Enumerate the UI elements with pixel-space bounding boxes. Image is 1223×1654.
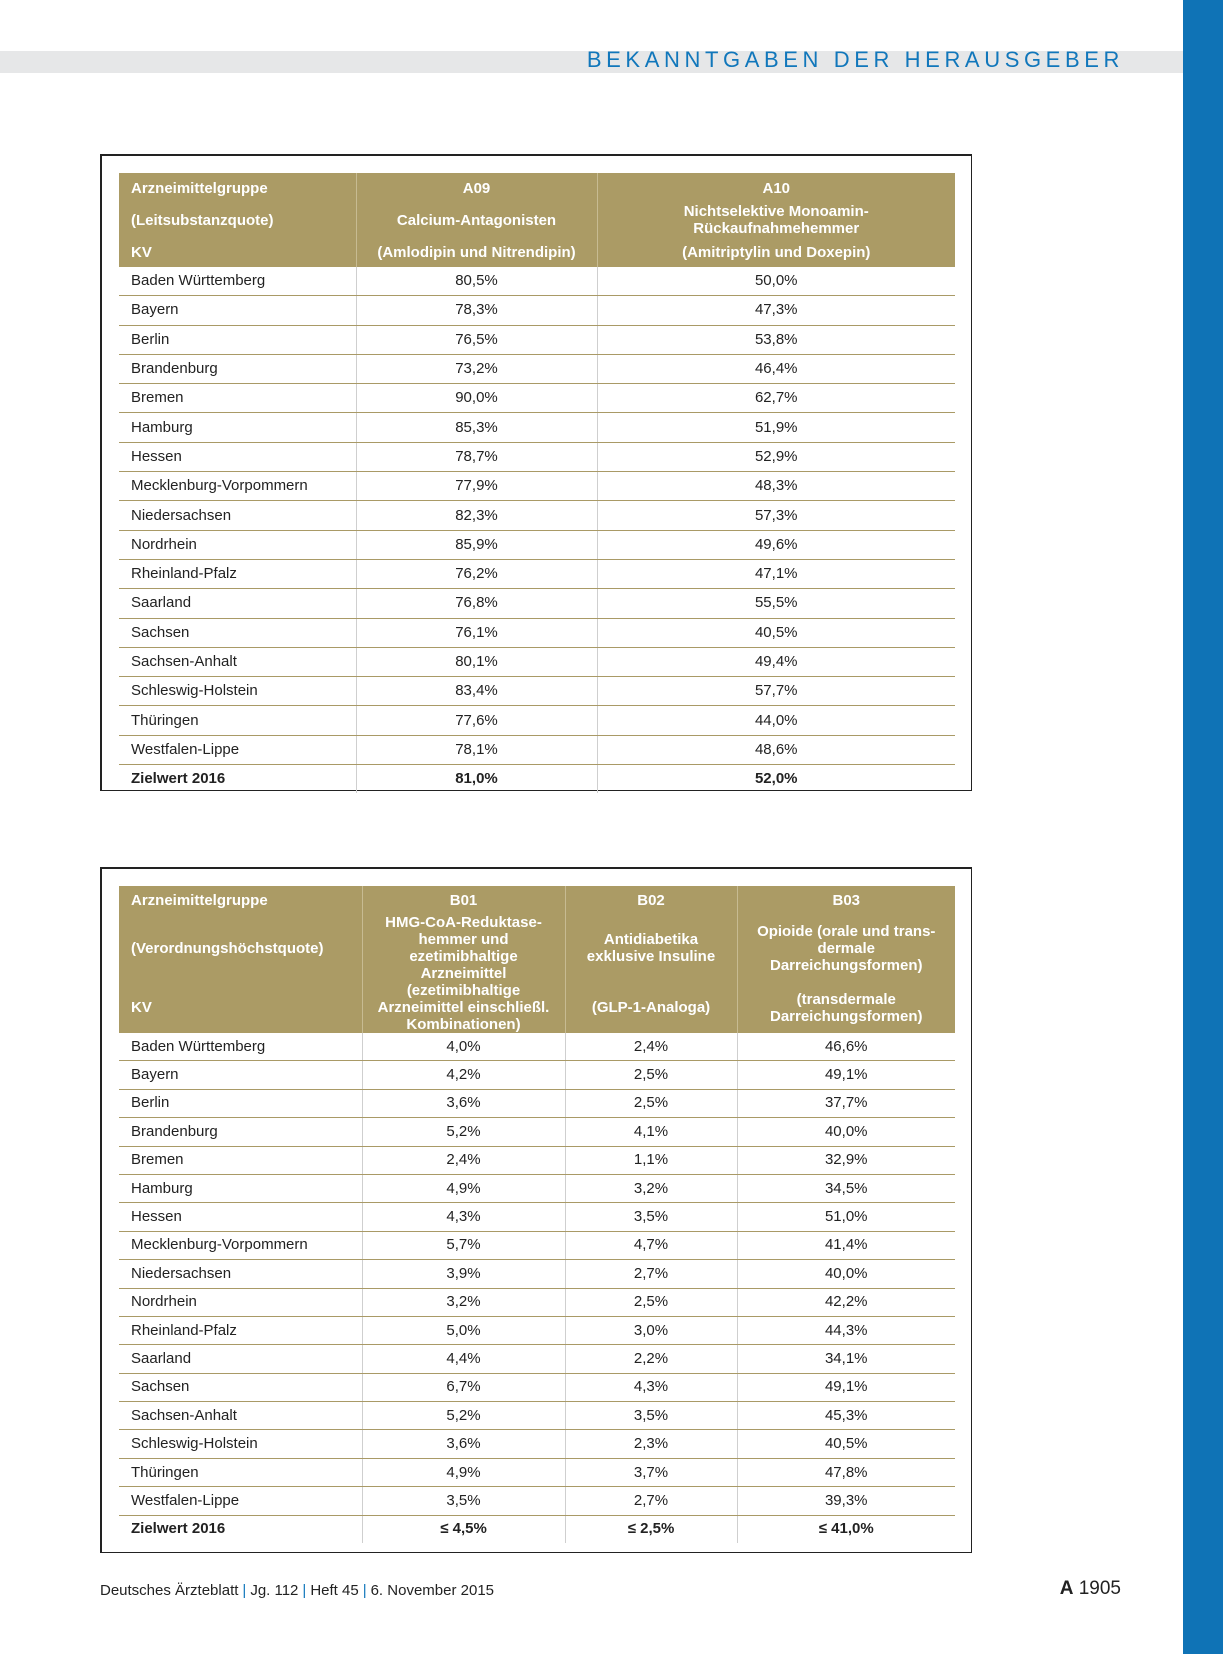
header-cell: Arzneimittelgruppe xyxy=(119,886,362,914)
kv-name-cell: Niedersachsen xyxy=(119,501,356,530)
value-cell: 3,2% xyxy=(362,1288,565,1316)
value-cell: 40,5% xyxy=(737,1430,955,1458)
value-cell: 3,6% xyxy=(362,1089,565,1117)
table-row xyxy=(119,1260,955,1288)
table-row xyxy=(119,501,955,530)
kv-name-cell: Saarland xyxy=(119,589,356,618)
kv-name-cell: Westfalen-Lippe xyxy=(119,1487,362,1515)
target-label-cell: Zielwert 2016 xyxy=(131,770,226,788)
page-number xyxy=(1060,1578,1121,1600)
table1-frame xyxy=(100,154,972,791)
value-cell: 49,4% xyxy=(597,647,955,676)
header-cell: Opioide (orale und trans-dermale Darreichungsformen) xyxy=(737,914,955,982)
value-cell: 2,7% xyxy=(565,1487,737,1515)
table-row xyxy=(119,1203,955,1231)
footer-issue: Heft 45 xyxy=(310,1582,359,1599)
table-row xyxy=(119,472,955,501)
value-cell: 42,2% xyxy=(737,1288,955,1316)
value-cell: 76,2% xyxy=(356,559,597,588)
header-cell: Antidiabetika exklusive Insuline xyxy=(565,914,737,982)
value-cell: 2,5% xyxy=(565,1089,737,1117)
kv-name-cell: Rheinland-Pfalz xyxy=(119,559,356,588)
value-cell: 2,7% xyxy=(565,1260,737,1288)
value-cell: 44,0% xyxy=(597,706,955,735)
header-cell: KV xyxy=(119,237,356,267)
table-verordnungshoechstquote xyxy=(119,886,955,1543)
table-row xyxy=(119,1146,955,1174)
value-cell: 57,7% xyxy=(597,677,955,706)
value-cell: 4,3% xyxy=(565,1373,737,1401)
value-cell: 47,1% xyxy=(597,559,955,588)
target-value-cell: ≤ 41,0% xyxy=(737,1515,955,1543)
table2-frame xyxy=(100,867,972,1553)
value-cell: 1,1% xyxy=(565,1146,737,1174)
kv-name-cell: Mecklenburg-Vorpommern xyxy=(119,472,356,501)
value-cell: 77,9% xyxy=(356,472,597,501)
value-cell: 77,6% xyxy=(356,706,597,735)
value-cell: 2,4% xyxy=(362,1146,565,1174)
value-cell: 41,4% xyxy=(737,1231,955,1259)
table-leitsubstanzquote xyxy=(119,173,955,793)
value-cell: 47,3% xyxy=(597,296,955,325)
header-row xyxy=(119,914,955,982)
kv-name-cell: Nordrhein xyxy=(119,1288,362,1316)
kv-name-cell: Sachsen-Anhalt xyxy=(119,647,356,676)
value-cell: 53,8% xyxy=(597,325,955,354)
value-cell: 55,5% xyxy=(597,589,955,618)
target-row xyxy=(119,1515,955,1543)
header-cell: (Amlodipin und Nitrendipin) xyxy=(356,237,597,267)
value-cell: 5,7% xyxy=(362,1231,565,1259)
table-row xyxy=(119,413,955,442)
table-row xyxy=(119,1061,955,1089)
table-row xyxy=(119,647,955,676)
table-row xyxy=(119,559,955,588)
kv-name-cell: Bayern xyxy=(119,1061,362,1089)
kv-name-cell: Mecklenburg-Vorpommern xyxy=(119,1231,362,1259)
table-row xyxy=(119,589,955,618)
value-cell: 2,3% xyxy=(565,1430,737,1458)
value-cell: 80,1% xyxy=(356,647,597,676)
kv-name-cell: Schleswig-Holstein xyxy=(119,677,356,706)
table-row xyxy=(119,1174,955,1202)
value-cell: 50,0% xyxy=(597,267,955,296)
target-label-cell: Zielwert 2016 xyxy=(131,1520,226,1538)
kv-name-cell: Sachsen xyxy=(119,618,356,647)
page-prefix: A xyxy=(1059,1578,1074,1599)
target-row xyxy=(119,765,955,794)
value-cell: 34,1% xyxy=(737,1345,955,1373)
value-cell: 3,7% xyxy=(565,1458,737,1486)
kv-name-cell: Hamburg xyxy=(119,413,356,442)
header-cell: (ezetimibhaltige Arzneimittel einschließl. Kombinationen) xyxy=(362,982,565,1033)
page-number-value: 1905 xyxy=(1078,1578,1121,1599)
value-cell: 3,5% xyxy=(565,1203,737,1231)
table-row xyxy=(119,267,955,296)
header-row xyxy=(119,982,955,1033)
value-cell: 85,9% xyxy=(356,530,597,559)
footer-separator: | xyxy=(362,1582,367,1599)
table-row xyxy=(119,1231,955,1259)
value-cell: 4,2% xyxy=(362,1061,565,1089)
header-cell: (Leitsubstanzquote) xyxy=(119,203,356,237)
value-cell: 3,2% xyxy=(565,1174,737,1202)
value-cell: 2,2% xyxy=(565,1345,737,1373)
header-cell: Arzneimittelgruppe xyxy=(119,173,356,203)
table-row xyxy=(119,735,955,764)
kv-name-cell: Baden Württemberg xyxy=(119,1033,362,1061)
target-value-cell: 52,0% xyxy=(597,765,955,794)
table-row xyxy=(119,296,955,325)
header-cell: B03 xyxy=(737,886,955,914)
value-cell: 78,7% xyxy=(356,442,597,471)
footer-journal: Deutsches Ärzteblatt xyxy=(100,1582,239,1599)
value-cell: 4,9% xyxy=(362,1174,565,1202)
table-row xyxy=(119,1033,955,1061)
section-title: BEKANNTGABEN DER HERAUSGEBER xyxy=(586,47,1124,72)
table-row xyxy=(119,1288,955,1316)
value-cell: 49,6% xyxy=(597,530,955,559)
value-cell: 57,3% xyxy=(597,501,955,530)
value-cell: 40,0% xyxy=(737,1260,955,1288)
value-cell: 5,2% xyxy=(362,1402,565,1430)
table-row xyxy=(119,618,955,647)
value-cell: 32,9% xyxy=(737,1146,955,1174)
header-row xyxy=(119,173,955,203)
header-cell: A09 xyxy=(356,173,597,203)
table-row xyxy=(119,677,955,706)
kv-name-cell: Berlin xyxy=(119,1089,362,1117)
value-cell: 62,7% xyxy=(597,384,955,413)
table-row xyxy=(119,1458,955,1486)
value-cell: 4,1% xyxy=(565,1118,737,1146)
kv-name-cell: Brandenburg xyxy=(119,354,356,383)
value-cell: 45,3% xyxy=(737,1402,955,1430)
table-row xyxy=(119,1373,955,1401)
value-cell: 76,5% xyxy=(356,325,597,354)
value-cell: 4,4% xyxy=(362,1345,565,1373)
header-row xyxy=(119,237,955,267)
table-row xyxy=(119,1089,955,1117)
value-cell: 5,2% xyxy=(362,1118,565,1146)
value-cell: 39,3% xyxy=(737,1487,955,1515)
kv-name-cell: Bremen xyxy=(119,384,356,413)
header-cell: HMG-CoA-Reduktase-hemmer und ezetimibhaltige Arzneimittel xyxy=(362,914,565,982)
target-value-cell: ≤ 2,5% xyxy=(565,1515,737,1543)
header-cell: (GLP-1-Analoga) xyxy=(565,982,737,1033)
value-cell: 2,4% xyxy=(565,1033,737,1061)
header-row xyxy=(119,886,955,914)
value-cell: 4,3% xyxy=(362,1203,565,1231)
kv-name-cell: Brandenburg xyxy=(119,1118,362,1146)
footer-volume: Jg. 112 xyxy=(250,1582,299,1599)
table-row xyxy=(119,354,955,383)
kv-name-cell: Westfalen-Lippe xyxy=(119,735,356,764)
kv-name-cell: Niedersachsen xyxy=(119,1260,362,1288)
value-cell: 4,9% xyxy=(362,1458,565,1486)
table-row xyxy=(119,530,955,559)
value-cell: 51,0% xyxy=(737,1203,955,1231)
kv-name-cell: Bremen xyxy=(119,1146,362,1174)
footer-separator: | xyxy=(242,1582,247,1599)
value-cell: 78,3% xyxy=(356,296,597,325)
table-row xyxy=(119,706,955,735)
table-row xyxy=(119,384,955,413)
value-cell: 4,0% xyxy=(362,1033,565,1061)
table-row xyxy=(119,1316,955,1344)
value-cell: 5,0% xyxy=(362,1316,565,1344)
value-cell: 83,4% xyxy=(356,677,597,706)
value-cell: 49,1% xyxy=(737,1373,955,1401)
value-cell: 46,6% xyxy=(737,1033,955,1061)
kv-name-cell: Schleswig-Holstein xyxy=(119,1430,362,1458)
value-cell: 6,7% xyxy=(362,1373,565,1401)
value-cell: 76,8% xyxy=(356,589,597,618)
kv-name-cell: Baden Württemberg xyxy=(119,267,356,296)
kv-name-cell: Bayern xyxy=(119,296,356,325)
value-cell: 40,5% xyxy=(597,618,955,647)
table-row xyxy=(119,1430,955,1458)
target-value-cell: ≤ 4,5% xyxy=(362,1515,565,1543)
header-cell: (transdermale Darreichungsformen) xyxy=(737,982,955,1033)
kv-name-cell: Sachsen xyxy=(119,1373,362,1401)
footer-citation xyxy=(100,1582,494,1599)
value-cell: 90,0% xyxy=(356,384,597,413)
value-cell: 73,2% xyxy=(356,354,597,383)
value-cell: 2,5% xyxy=(565,1288,737,1316)
value-cell: 3,6% xyxy=(362,1430,565,1458)
value-cell: 3,5% xyxy=(362,1487,565,1515)
value-cell: 37,7% xyxy=(737,1089,955,1117)
header-cell: Calcium-Antagonisten xyxy=(356,203,597,237)
value-cell: 85,3% xyxy=(356,413,597,442)
header-cell: Nichtselektive Monoamin-Rückaufnahmehemmer xyxy=(597,203,955,237)
value-cell: 52,9% xyxy=(597,442,955,471)
target-value-cell: 81,0% xyxy=(356,765,597,794)
value-cell: 48,6% xyxy=(597,735,955,764)
header-cell: (Verordnungshöchstquote) xyxy=(119,914,362,982)
kv-name-cell: Berlin xyxy=(119,325,356,354)
header-cell: B02 xyxy=(565,886,737,914)
value-cell: 2,5% xyxy=(565,1061,737,1089)
value-cell: 46,4% xyxy=(597,354,955,383)
value-cell: 3,5% xyxy=(565,1402,737,1430)
value-cell: 51,9% xyxy=(597,413,955,442)
table-row xyxy=(119,442,955,471)
header-cell: KV xyxy=(119,982,362,1033)
kv-name-cell: Sachsen-Anhalt xyxy=(119,1402,362,1430)
table-row xyxy=(119,325,955,354)
value-cell: 3,0% xyxy=(565,1316,737,1344)
kv-name-cell: Nordrhein xyxy=(119,530,356,559)
value-cell: 48,3% xyxy=(597,472,955,501)
kv-name-cell: Rheinland-Pfalz xyxy=(119,1316,362,1344)
table-row xyxy=(119,1402,955,1430)
header-cell: B01 xyxy=(362,886,565,914)
value-cell: 3,9% xyxy=(362,1260,565,1288)
value-cell: 49,1% xyxy=(737,1061,955,1089)
kv-name-cell: Thüringen xyxy=(119,1458,362,1486)
kv-name-cell: Saarland xyxy=(119,1345,362,1373)
value-cell: 80,5% xyxy=(356,267,597,296)
value-cell: 40,0% xyxy=(737,1118,955,1146)
footer-separator: | xyxy=(302,1582,307,1599)
value-cell: 4,7% xyxy=(565,1231,737,1259)
footer-date: 6. November 2015 xyxy=(370,1582,494,1599)
value-cell: 82,3% xyxy=(356,501,597,530)
table-row xyxy=(119,1345,955,1373)
header-row xyxy=(119,203,955,237)
header-cell: A10 xyxy=(597,173,955,203)
kv-name-cell: Hamburg xyxy=(119,1174,362,1202)
kv-name-cell: Hessen xyxy=(119,1203,362,1231)
header-cell: (Amitriptylin und Doxepin) xyxy=(597,237,955,267)
kv-name-cell: Hessen xyxy=(119,442,356,471)
table-row xyxy=(119,1118,955,1146)
value-cell: 47,8% xyxy=(737,1458,955,1486)
value-cell: 76,1% xyxy=(356,618,597,647)
value-cell: 44,3% xyxy=(737,1316,955,1344)
table-row xyxy=(119,1487,955,1515)
side-color-bar xyxy=(1183,0,1223,1654)
value-cell: 34,5% xyxy=(737,1174,955,1202)
value-cell: 78,1% xyxy=(356,735,597,764)
kv-name-cell: Thüringen xyxy=(119,706,356,735)
